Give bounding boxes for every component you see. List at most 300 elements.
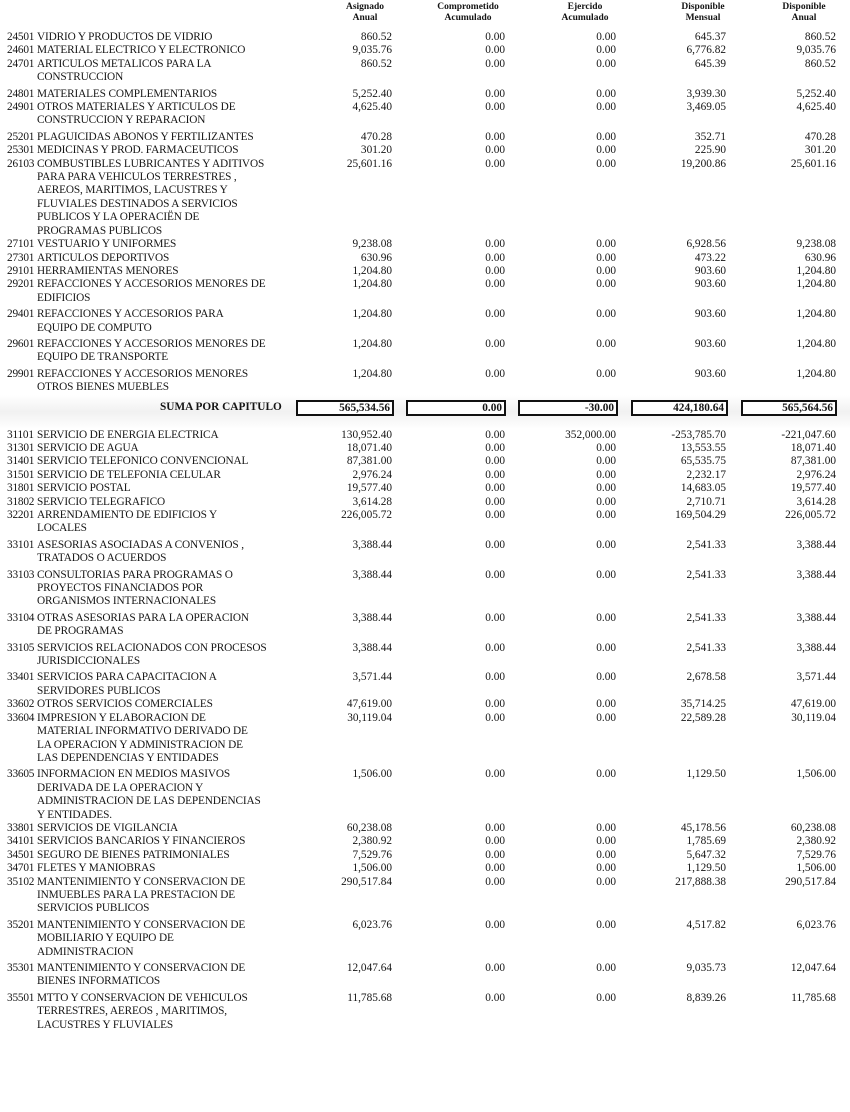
table-row [0,265,850,278]
row-ejercido-acumulado: 0.00 [596,101,616,114]
row-code: 32201 [7,509,35,521]
row-code: 34501 [7,848,35,861]
row-code: 33401 [7,671,35,684]
row-comprometido-acumulado: 0.00 [485,848,505,861]
row-code: 33103 [7,568,35,581]
row-ejercido-acumulado: 0.00 [596,671,616,684]
row-comprometido-acumulado: 0.00 [485,238,505,251]
row-asignado-anual: 9,238.08 [352,238,392,251]
row-disponible-anual: 11,785.68 [791,991,836,1004]
row-comprometido-acumulado: 0.00 [485,44,505,57]
row-disponible-mensual: 2,678.58 [686,671,726,684]
row-comprometido-acumulado: 0.00 [485,611,505,624]
row-code: 33604 [7,711,35,724]
row-code: 29101 [7,264,35,277]
row-comprometido-acumulado: 0.00 [485,918,505,931]
row-ejercido-acumulado: 0.00 [596,835,616,848]
table-row [0,101,850,128]
row-ejercido-acumulado: 0.00 [596,509,616,521]
row-disponible-mensual: 352.71 [694,130,726,143]
row-description: PLAGUICIDAS ABONOS Y FERTILIZANTES [37,130,254,143]
row-ejercido-acumulado: 0.00 [596,308,616,321]
row-ejercido-acumulado: 0.00 [596,821,616,834]
row-disponible-mensual: 19,200.86 [680,157,726,170]
section-capitulo-3000 [0,429,850,1032]
row-comprometido-acumulado: 0.00 [485,821,505,834]
row-description: SERVICIOS BANCARIOS Y FINANCIEROS [37,835,246,848]
row-asignado-anual: 18,071.40 [346,441,392,454]
row-description: MTTO Y CONSERVACION DE VEHICULOS TERRESTRES, AEREOS , MARITIMOS, LACUSTRES Y FLUVIALES [37,991,248,1031]
table-row [0,455,850,468]
row-ejercido-acumulado: 0.00 [596,264,616,277]
row-disponible-anual: 3,614.28 [796,495,836,508]
table-row [0,58,850,85]
row-ejercido-acumulado: 0.00 [596,918,616,931]
row-comprometido-acumulado: 0.00 [485,101,505,114]
row-description: SERVICIO TELEFONICO CONVENCIONAL [37,455,249,468]
row-asignado-anual: 12,047.64 [346,962,392,974]
row-ejercido-acumulado: 0.00 [596,337,616,350]
row-description: VIDRIO Y PRODUCTOS DE VIDRIO [37,31,213,43]
row-disponible-anual: 19,577.40 [790,482,836,495]
table-row [0,496,850,509]
row-description: REFACCIONES Y ACCESORIOS MENORES DE EQUIPO DE TRANSPORTE [37,337,266,364]
row-disponible-anual: 1,506.00 [796,768,836,781]
row-disponible-anual: 226,005.72 [785,509,836,521]
row-code: 29601 [7,337,35,350]
row-code: 33105 [7,641,35,654]
summary-comprometido-acumulado: 0.00 [406,400,506,416]
row-disponible-anual: 7,529.76 [796,848,836,861]
row-code: 33605 [7,768,35,781]
summary-disponible-anual: 565,564.56 [741,400,837,416]
row-code: 31801 [7,482,35,495]
row-description: SERVICIO TELEGRAFICO [37,495,166,508]
row-description: OTROS SERVICIOS COMERCIALES [37,698,213,711]
header-asignado-anual: Asignado Anual [345,2,384,23]
column-headers [0,2,850,30]
row-disponible-anual: 6,023.76 [796,918,836,931]
row-description: REFACCIONES Y ACCESORIOS PARA EQUIPO DE COMPUTO [37,308,224,334]
table-row [0,144,850,157]
budget-table [0,31,850,1032]
table-row [0,238,850,251]
row-disponible-mensual: 2,541.33 [686,641,726,654]
row-ejercido-acumulado: 0.00 [596,144,616,157]
row-disponible-anual: 2,380.92 [796,835,836,848]
row-disponible-anual: 1,204.80 [796,308,836,321]
row-disponible-anual: 3,388.44 [796,611,836,624]
row-disponible-mensual: 903.60 [694,278,726,291]
row-description: MEDICINAS Y PROD. FARMACEUTICOS [37,144,239,157]
row-code: 24901 [7,101,35,114]
table-row [0,252,850,265]
row-disponible-mensual: 35,714.25 [680,698,726,711]
row-description: OTRAS ASESORIAS PARA LA OPERACION DE PROGRAMAS [37,611,249,638]
row-disponible-anual: 1,204.80 [796,337,836,350]
row-description: CONSULTORIAS PARA PROGRAMAS O PROYECTOS FINANCIADOS POR ORGANISMOS INTERNACIONALES [37,568,233,608]
table-row [0,642,850,669]
row-disponible-mensual: 8,839.26 [686,991,726,1004]
row-code: 25301 [7,144,35,157]
row-ejercido-acumulado: 0.00 [596,568,616,581]
row-comprometido-acumulado: 0.00 [485,991,505,1004]
row-code: 33602 [7,698,35,711]
row-description: MANTENIMIENTO Y CONSERVACION DE INMUEBLES PARA LA PRESTACION DE SERVICIOS PUBLICOS [37,875,246,915]
row-ejercido-acumulado: 0.00 [596,495,616,508]
row-disponible-anual: 5,252.40 [796,87,836,100]
row-disponible-anual: 3,388.44 [796,568,836,581]
table-row [0,469,850,482]
row-disponible-mensual: 645.39 [694,57,726,70]
summary-label: SUMA POR CAPITULO [160,400,282,413]
row-comprometido-acumulado: 0.00 [485,337,505,350]
header-disponible-anual: Disponible Anual [782,2,826,23]
table-row [0,131,850,144]
row-asignado-anual: 87,381.00 [346,455,392,468]
row-disponible-anual: 47,619.00 [790,698,836,711]
row-comprometido-acumulado: 0.00 [485,468,505,481]
row-description: OTROS MATERIALES Y ARTICULOS DE CONSTRUCCION Y REPARACION [37,101,236,127]
row-disponible-mensual: 13,553.55 [680,441,726,454]
table-row [0,822,850,835]
row-code: 27101 [7,238,35,251]
row-code: 31101 [7,428,34,441]
row-code: 35501 [7,991,35,1004]
table-row [0,612,850,639]
row-disponible-anual: 860.52 [804,57,836,70]
row-disponible-mensual: 2,541.33 [686,568,726,581]
row-code: 24801 [7,87,35,100]
row-asignado-anual: 47,619.00 [346,698,392,711]
row-code: 27301 [7,251,35,264]
table-row [0,569,850,609]
row-disponible-anual: 1,506.00 [796,862,836,875]
row-disponible-anual: 1,204.80 [796,367,836,380]
row-asignado-anual: 3,388.44 [352,641,392,654]
row-asignado-anual: 60,238.08 [346,821,392,834]
row-ejercido-acumulado: 0.00 [596,57,616,70]
row-disponible-anual: 290,517.84 [785,875,836,888]
table-row [0,862,850,875]
row-disponible-mensual: 169,504.29 [675,509,726,521]
row-asignado-anual: 3,571.44 [352,671,392,684]
row-disponible-anual: 2,976.24 [796,468,836,481]
row-ejercido-acumulado: 0.00 [596,441,616,454]
row-description: MATERIALES COMPLEMENTARIOS [37,87,218,100]
row-comprometido-acumulado: 0.00 [485,495,505,508]
row-disponible-mensual: 473.22 [694,251,726,264]
row-disponible-mensual: 3,939.30 [686,87,726,100]
row-description: REFACCIONES Y ACCESORIOS MENORES DE EDIFICIOS [37,278,266,304]
row-code: 29201 [7,278,35,291]
row-ejercido-acumulado: 0.00 [596,44,616,57]
row-code: 35102 [7,875,35,888]
row-disponible-mensual: 2,232.17 [686,468,726,481]
row-disponible-mensual: 225.90 [694,144,726,157]
row-disponible-mensual: 2,541.33 [686,538,726,551]
section-capitulo-2000 [0,31,850,395]
row-disponible-mensual: 903.60 [694,367,726,380]
row-asignado-anual: 226,005.72 [341,509,392,521]
row-comprometido-acumulado: 0.00 [485,251,505,264]
row-ejercido-acumulado: 0.00 [596,31,616,43]
row-ejercido-acumulado: 0.00 [596,768,616,781]
row-ejercido-acumulado: 0.00 [596,482,616,495]
row-description: ARRENDAMIENTO DE EDIFICIOS Y LOCALES [37,509,217,535]
table-row [0,158,850,238]
row-description: MATERIAL ELECTRICO Y ELECTRONICO [37,44,246,57]
row-asignado-anual: 9,035.76 [352,44,392,57]
row-asignado-anual: 3,388.44 [352,568,392,581]
row-ejercido-acumulado: 0.00 [596,962,616,974]
header-comprometido-acumulado: Comprometido Acumulado [437,2,499,23]
table-row [0,44,850,57]
row-disponible-anual: 630.96 [804,251,836,264]
row-disponible-mensual: 2,710.71 [686,495,726,508]
row-disponible-anual: 470.28 [804,130,836,143]
row-ejercido-acumulado: 0.00 [596,87,616,100]
row-ejercido-acumulado: 0.00 [596,468,616,481]
row-code: 25201 [7,130,35,143]
row-code: 31501 [7,468,35,481]
row-disponible-anual: 9,035.76 [796,44,836,57]
row-comprometido-acumulado: 0.00 [485,875,505,888]
row-disponible-anual: 60,238.08 [790,821,836,834]
row-code: 24701 [7,57,35,70]
header-disponible-mensual: Disponible Mensual [681,2,725,23]
row-comprometido-acumulado: 0.00 [485,711,505,724]
row-description: VESTUARIO Y UNIFORMES [37,238,177,251]
row-ejercido-acumulado: 0.00 [596,130,616,143]
row-asignado-anual: 4,625.40 [352,101,392,114]
row-asignado-anual: 7,529.76 [352,848,392,861]
row-disponible-mensual: 2,541.33 [686,611,726,624]
row-asignado-anual: 1,506.00 [352,862,392,875]
table-row [0,962,850,989]
row-comprometido-acumulado: 0.00 [485,264,505,277]
table-row [0,712,850,766]
table-row [0,338,850,365]
row-ejercido-acumulado: 0.00 [596,455,616,468]
row-asignado-anual: 470.28 [360,130,392,143]
row-ejercido-acumulado: 0.00 [596,875,616,888]
row-ejercido-acumulado: 0.00 [596,538,616,551]
row-disponible-mensual: 1,129.50 [686,862,726,875]
row-description: MANTENIMIENTO Y CONSERVACION DE MOBILIARIO Y EQUIPO DE ADMINISTRACION [37,918,246,958]
row-disponible-anual: 25,601.16 [790,157,836,170]
table-row [0,849,850,862]
row-description: SERVICIO DE ENERGIA ELECTRICA [37,428,219,441]
row-disponible-mensual: 9,035.73 [686,962,726,974]
row-disponible-mensual: 1,129.50 [686,768,726,781]
row-comprometido-acumulado: 0.00 [485,144,505,157]
row-description: SERVICIOS DE VIGILANCIA [37,821,179,834]
row-disponible-anual: 1,204.80 [796,264,836,277]
row-comprometido-acumulado: 0.00 [485,482,505,495]
row-code: 29401 [7,308,35,321]
row-description: COMBUSTIBLES LUBRICANTES Y ADITIVOS PARA PARA VEHICULOS TERRESTRES , AEREOS, MARITIMOS, LACUSTRES Y FLUVIALES DESTINADOS A SERVICIOS PUBLICOS Y LA OPERACIËN DE PROGRAMAS PUBLICOS [37,157,265,237]
row-code: 34701 [7,862,35,875]
row-comprometido-acumulado: 0.00 [485,671,505,684]
row-ejercido-acumulado: 0.00 [596,641,616,654]
row-description: MANTENIMIENTO Y CONSERVACION DE BIENES INFORMATICOS [37,962,246,988]
row-asignado-anual: 1,204.80 [352,264,392,277]
row-code: 26103 [7,157,35,170]
row-disponible-anual: 12,047.64 [790,962,836,974]
row-comprometido-acumulado: 0.00 [485,862,505,875]
row-comprometido-acumulado: 0.00 [485,835,505,848]
row-code: 29901 [7,367,35,380]
row-comprometido-acumulado: 0.00 [485,768,505,781]
row-ejercido-acumulado: 0.00 [596,238,616,251]
row-disponible-mensual: 22,589.28 [680,711,726,724]
row-comprometido-acumulado: 0.00 [485,568,505,581]
row-comprometido-acumulado: 0.00 [485,57,505,70]
row-disponible-mensual: 45,178.56 [680,821,726,834]
row-asignado-anual: 6,023.76 [352,918,392,931]
row-code: 34101 [7,835,35,848]
summary-row [0,395,850,429]
row-description: ASESORIAS ASOCIADAS A CONVENIOS , TRATADOS O ACUERDOS [37,538,244,565]
table-row [0,671,850,698]
table-row [0,919,850,959]
header-ejercido-acumulado: Ejercido Acumulado [561,2,609,23]
row-description: SERVICIOS PARA CAPACITACION A SERVIDORES PUBLICOS [37,671,217,697]
row-disponible-mensual: 5,647.32 [686,848,726,861]
row-code: 31802 [7,495,35,508]
table-row [0,539,850,566]
row-code: 33104 [7,611,35,624]
row-description: REFACCIONES Y ACCESORIOS MENORES OTROS BIENES MUEBLES [37,367,249,394]
row-comprometido-acumulado: 0.00 [485,31,505,43]
row-disponible-anual: 3,388.44 [796,538,836,551]
row-asignado-anual: 3,388.44 [352,611,392,624]
row-ejercido-acumulado: 0.00 [596,157,616,170]
row-description: SERVICIO DE AGUA [37,441,139,454]
table-row [0,429,850,442]
row-asignado-anual: 19,577.40 [346,482,392,495]
row-disponible-mensual: 14,683.05 [680,482,726,495]
row-description: ARTICULOS DEPORTIVOS [37,251,170,264]
row-comprometido-acumulado: 0.00 [485,278,505,291]
table-row [0,992,850,1032]
row-description: FLETES Y MANIOBRAS [37,862,156,875]
row-code: 33101 [7,538,35,551]
row-disponible-mensual: 6,928.56 [686,238,726,251]
row-code: 33801 [7,821,35,834]
row-comprometido-acumulado: 0.00 [485,367,505,380]
row-code: 35201 [7,918,35,931]
summary-ejercido-acumulado: -30.00 [518,400,618,416]
row-asignado-anual: 3,614.28 [352,495,392,508]
row-ejercido-acumulado: 0.00 [596,991,616,1004]
summary-disponible-mensual: 424,180.64 [631,400,728,416]
row-disponible-anual: 860.52 [804,31,836,43]
row-ejercido-acumulado: 0.00 [596,611,616,624]
row-ejercido-acumulado: 0.00 [596,251,616,264]
row-disponible-mensual: 3,469.05 [686,101,726,114]
row-asignado-anual: 301.20 [360,144,392,157]
row-description: INFORMACION EN MEDIOS MASIVOS DERIVADA DE LA OPERACION Y ADMINISTRACION DE LAS DEPENDENCIAS Y ENTIDADES. [37,768,261,821]
row-disponible-mensual: 645.37 [694,31,726,43]
table-row [0,308,850,335]
row-disponible-anual: 4,625.40 [796,101,836,114]
row-asignado-anual: 1,204.80 [352,337,392,350]
row-disponible-anual: 87,381.00 [790,455,836,468]
row-asignado-anual: 11,785.68 [347,991,392,1004]
row-asignado-anual: 1,506.00 [352,768,392,781]
row-disponible-mensual: 903.60 [694,337,726,350]
table-row [0,482,850,495]
row-disponible-anual: 3,388.44 [796,641,836,654]
row-comprometido-acumulado: 0.00 [485,962,505,974]
table-row [0,31,850,44]
row-asignado-anual: 130,952.40 [341,428,392,441]
row-code: 24601 [7,44,35,57]
row-asignado-anual: 630.96 [360,251,392,264]
row-disponible-mensual: 903.60 [694,264,726,277]
row-disponible-mensual: 217,888.38 [675,875,726,888]
row-asignado-anual: 2,976.24 [352,468,392,481]
row-disponible-anual: 30,119.04 [791,711,836,724]
row-asignado-anual: 3,388.44 [352,538,392,551]
row-asignado-anual: 860.52 [360,31,392,43]
row-code: 31301 [7,441,35,454]
row-disponible-mensual: -253,785.70 [671,428,726,441]
row-comprometido-acumulado: 0.00 [485,308,505,321]
row-ejercido-acumulado: 0.00 [596,698,616,711]
table-row [0,509,850,536]
table-row [0,876,850,916]
row-comprometido-acumulado: 0.00 [485,130,505,143]
row-asignado-anual: 290,517.84 [341,875,392,888]
row-description: ARTICULOS METALICOS PARA LA CONSTRUCCION [37,57,212,84]
row-code: 31401 [7,455,35,468]
row-disponible-anual: -221,047.60 [781,428,836,441]
row-asignado-anual: 1,204.80 [352,278,392,291]
row-asignado-anual: 1,204.80 [352,367,392,380]
row-comprometido-acumulado: 0.00 [485,538,505,551]
row-description: IMPRESION Y ELABORACION DE MATERIAL INFORMATIVO DERIVADO DE LA OPERACION Y ADMINISTRACION DE LAS DEPENDENCIAS Y ENTIDADES [37,711,248,764]
row-disponible-mensual: 6,776.82 [686,44,726,57]
row-comprometido-acumulado: 0.00 [485,441,505,454]
table-row [0,88,850,101]
table-row [0,768,850,822]
row-asignado-anual: 1,204.80 [352,308,392,321]
table-row [0,442,850,455]
row-comprometido-acumulado: 0.00 [485,509,505,521]
row-disponible-anual: 9,238.08 [796,238,836,251]
row-ejercido-acumulado: 0.00 [596,848,616,861]
row-comprometido-acumulado: 0.00 [485,157,505,170]
row-description: SERVICIO POSTAL [37,482,131,495]
row-asignado-anual: 25,601.16 [346,157,392,170]
row-disponible-mensual: 4,517.82 [686,918,726,931]
table-row [0,835,850,848]
row-comprometido-acumulado: 0.00 [485,641,505,654]
table-row [0,368,850,395]
summary-asignado-anual: 565,534.56 [296,400,394,416]
row-description: HERRAMIENTAS MENORES [37,264,179,277]
row-ejercido-acumulado: 0.00 [596,278,616,291]
table-row [0,698,850,711]
row-disponible-anual: 1,204.80 [796,278,836,291]
row-disponible-anual: 18,071.40 [790,441,836,454]
row-asignado-anual: 5,252.40 [352,87,392,100]
row-comprometido-acumulado: 0.00 [485,87,505,100]
row-disponible-anual: 301.20 [804,144,836,157]
